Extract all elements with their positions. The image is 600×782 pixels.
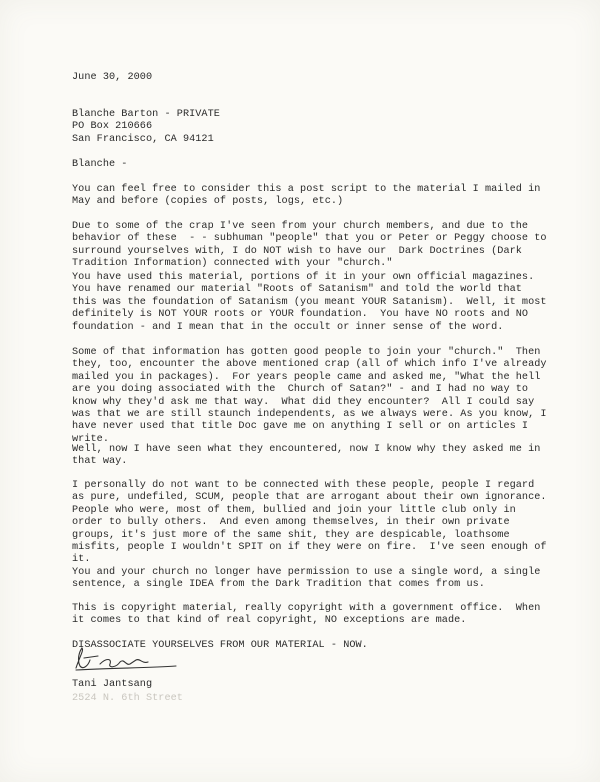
paragraph-2: Due to some of the crap I've seen from your church members, and due to the behavior of these - - subhuman "people" that you or Peter or Peggy choose to surround yourselves with, I do NOT wish to have our Dark Doctrines (Dark Tradition Information) connected with your "church."	[72, 221, 547, 270]
letter-date: June 30, 2000	[72, 72, 153, 83]
recipient-line: PO Box 210666	[72, 121, 153, 133]
handwritten-signature	[70, 646, 180, 676]
paragraph-4: Some of that information has gotten good people to join your "church." Then they, too, encounter the above mentioned crap (all of which info I've already mailed you in packages). For years people came and asked me, "What the hell are you doing associated with the Church of Satan?" - and I had no way to know why they'd ask me that way. What did they encounter? All I could say was that we are still staunch independents, as we always were. As you know, I have never used that title Doc gave me on anything I sell or on articles I write.	[72, 347, 547, 445]
signer-name: Tani Jantsang	[72, 679, 153, 690]
faded-address-line: 2524 N. 6th Street	[72, 693, 183, 704]
paragraph-3: You have used this material, portions of it in your own official magazines. You have renamed our material "Roots of Satanism" and told the world that this was the foundation of Satanism (you meant YOUR Satanism). Well, it most definitely is NOT YOUR roots or YOUR foundation. You have NO roots and NO foundation - and I mean that in the occult or inner sense of the word.	[72, 272, 547, 333]
recipient-line: Blanche Barton - PRIVATE	[72, 109, 220, 120]
salutation: Blanche -	[72, 159, 128, 170]
paragraph-7: You and your church no longer have permission to use a single word, a single sentence, a single IDEA from the Dark Tradition that comes from us.	[72, 567, 541, 591]
closing-demand: DISASSOCIATE YOURSELVES FROM OUR MATERIAL - NOW.	[72, 640, 368, 651]
paragraph-8: This is copyright material, really copyright with a government office. When it comes to that kind of real copyright, NO exceptions are made.	[72, 603, 541, 627]
paragraph-6: I personally do not want to be connected with these people, people I regard as pure, undefiled, SCUM, people that are arrogant about their own ignorance. People who were, most of them, bullied and join your little club only in order to bully others. And even among themselves, in their own private groups, it's just more of the same shit, they are despicable, loathsome misfits, people I wouldn't SPIT on if they were on fire. I've seen enough of it.	[72, 480, 547, 566]
paragraph-1: You can feel free to consider this a post script to the material I mailed in May and before (copies of posts, logs, etc.)	[72, 184, 541, 208]
paragraph-5: Well, now I have seen what they encountered, now I know why they asked me in that way.	[72, 444, 541, 468]
recipient-line: San Francisco, CA 94121	[72, 133, 214, 145]
recipient-address	[72, 109, 572, 146]
